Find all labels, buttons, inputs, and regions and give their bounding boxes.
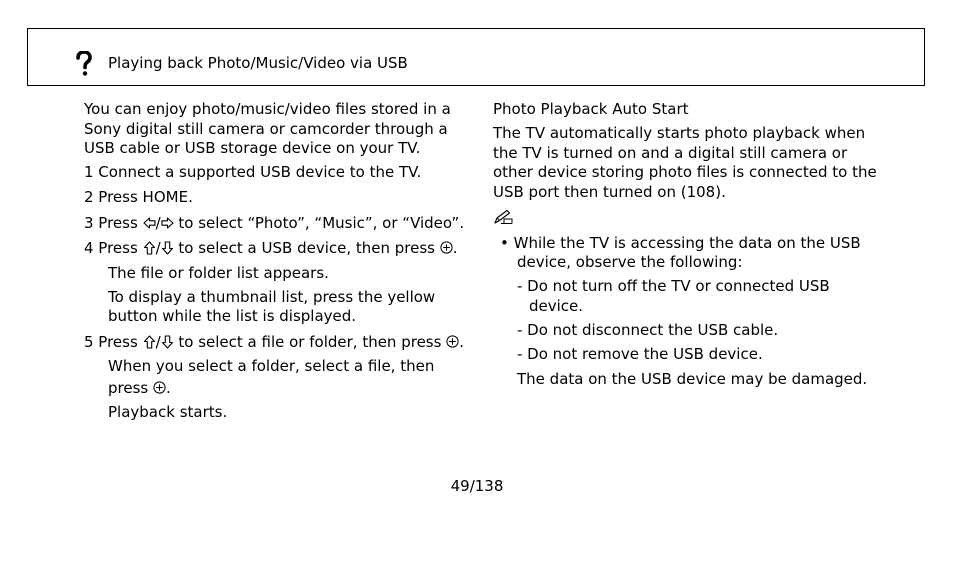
step-3: 3 Press / to select “Photo”, “Music”, or “Video”. [84, 214, 465, 232]
paragraph-line-4: USB port then turned on (108). [493, 183, 726, 201]
step-3-suffix: to select “Photo”, “Music”, or “Video”. [173, 214, 465, 232]
step-5: 5 Press / to select a file or folder, then press . [84, 333, 464, 351]
dash-3: - Do not remove the USB device. [517, 345, 763, 363]
step-5-note-2: Playback starts. [108, 403, 228, 421]
step-4: 4 Press / to select a USB device, then press . [84, 239, 458, 257]
question-mark-icon [75, 51, 93, 77]
intro-line-3: USB cable or USB storage device on your TV. [84, 139, 421, 157]
down-arrow-icon [161, 335, 174, 349]
step-5-note-1-line-1: When you select a folder, select a file, then [108, 357, 435, 375]
step-4-note-2-line-2: button while the list is displayed. [108, 307, 357, 325]
intro-line-1: You can enjoy photo/music/video files stored in a [84, 100, 451, 118]
intro-line-2: Sony digital still camera or camcorder through a [84, 120, 448, 138]
paragraph-line-2: the TV is turned on and a digital still camera or [493, 144, 848, 162]
bullet-line-1: • While the TV is accessing the data on the USB [500, 234, 861, 252]
paragraph-line-3: other device storing photo files is connected to the [493, 163, 877, 181]
step-5-note-1-line-2: press . [108, 379, 171, 397]
step-4-middle: to select a USB device, then press [173, 239, 440, 257]
paragraph-line-1: The TV automatically starts photo playback when [493, 124, 866, 142]
step-4-note-2-line-1: To display a thumbnail list, press the yellow [108, 288, 436, 306]
step-3-prefix: 3 Press [84, 214, 143, 232]
step-5-prefix: 5 Press [84, 333, 143, 351]
dash-2: - Do not disconnect the USB cable. [517, 321, 779, 339]
step-1: 1 Connect a supported USB device to the TV. [84, 163, 422, 181]
up-arrow-icon [143, 241, 156, 255]
step-5-middle: to select a file or folder, then press [173, 333, 447, 351]
page-title: Playing back Photo/Music/Video via USB [108, 54, 408, 72]
left-arrow-icon [143, 216, 156, 230]
enter-button-icon [446, 335, 459, 348]
step-2: 2 Press HOME. [84, 188, 193, 206]
bullet-line-2: device, observe the following: [517, 253, 743, 271]
dash-1-line-2: device. [529, 297, 584, 315]
enter-button-icon [153, 381, 166, 394]
right-arrow-icon [161, 216, 174, 230]
section-heading: Photo Playback Auto Start [493, 100, 689, 118]
header-box [27, 28, 925, 86]
page-number: 49/138 [450, 477, 504, 495]
up-arrow-icon [143, 335, 156, 349]
pencil-note-icon [493, 209, 513, 225]
dash-1-line-1: - Do not turn off the TV or connected USB [517, 277, 830, 295]
down-arrow-icon [161, 241, 174, 255]
step-4-note-1: The file or folder list appears. [108, 264, 329, 282]
enter-button-icon [440, 241, 453, 254]
step-4-prefix: 4 Press [84, 239, 143, 257]
closing-note: The data on the USB device may be damaged. [517, 370, 868, 388]
